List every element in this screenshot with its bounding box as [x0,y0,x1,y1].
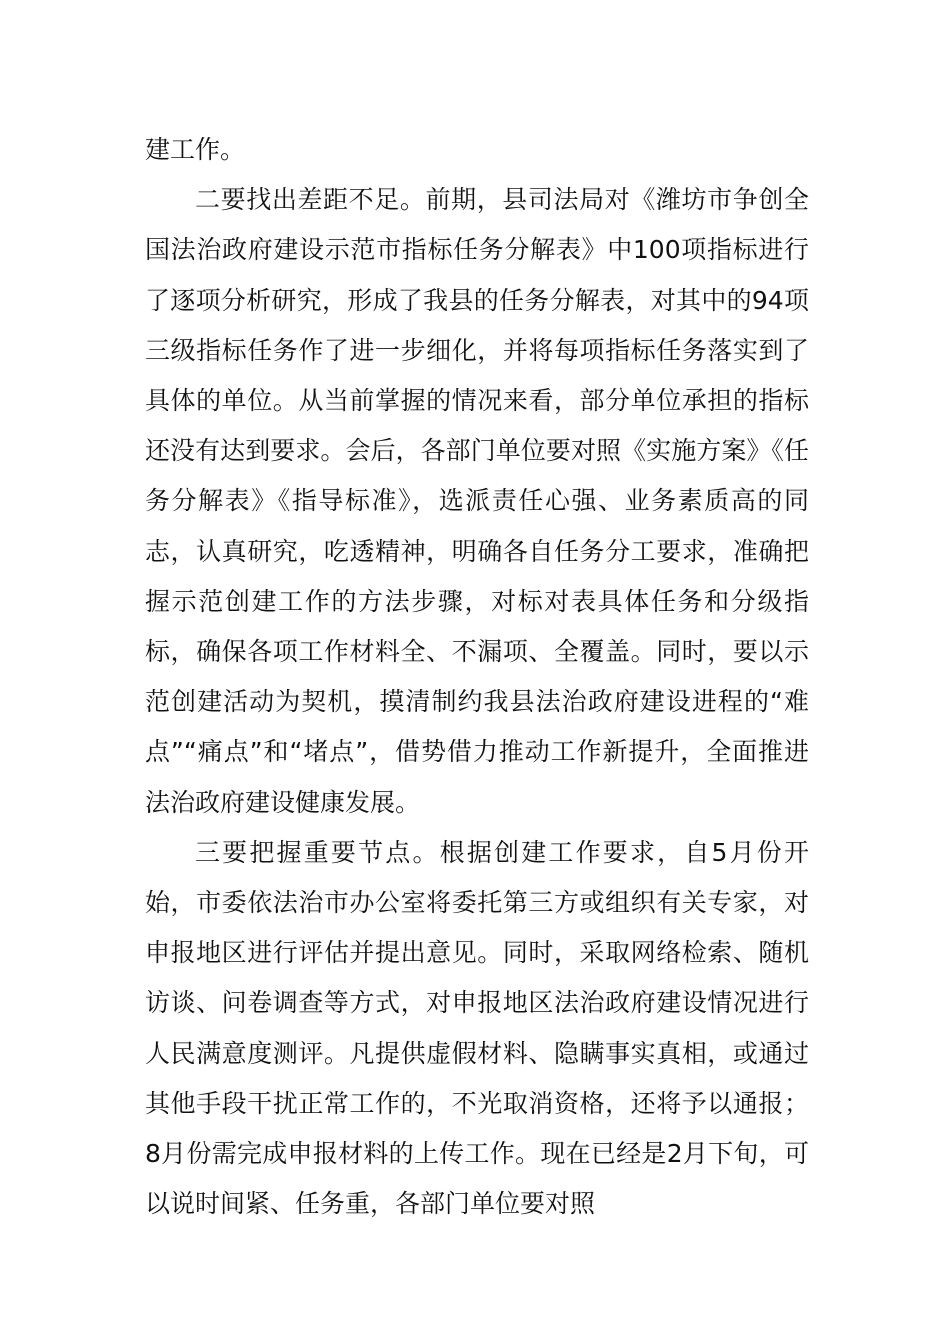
document-body [145,125,809,1229]
paragraph-3: 三要把握重要节点。根据创建工作要求，自5月份开始，市委依法治市办公室将委托第三方或组织有关专家，对申报地区进行评估并提出意见。同时，采取网络检索、随机访谈、问卷调查等方式，对申报地区法治政府建设情况进行人民满意度测评。凡提供虚假材料、隐瞒事实真相，或通过其他手段干扰正常工作的，不光取消资格，还将予以通报；8月份需完成申报材料的上传工作。现在已经是2月下旬，可以说时间紧、任务重，各部门单位要对照 [145,837,809,1219]
paragraph-2: 二要找出差距不足。前期，县司法局对《潍坊市争创全国法治政府建设示范市指标任务分解表》中100项指标进行了逐项分析研究，形成了我县的任务分解表，对其中的94项三级指标任务作了进一步细化，并将每项指标任务落实到了具体的单位。从当前掌握的情况来看，部分单位承担的指标还没有达到要求。会后，各部门单位要对照《实施方案》《任务分解表》《指导标准》，选派责任心强、业务素质高的同志，认真研究，吃透精神，明确各自任务分工要求，准确把握示范创建工作的方法步骤，对标对表具体任务和分级指标，确保各项工作材料全、不漏项、全覆盖。同时，要以示范创建活动为契机，摸清制约我县法治政府建设进程的“难点”“痛点”和“堵点”，借势借力推动工作新提升，全面推进法治政府建设健康发展。 [145,185,809,817]
paragraph-1: 建工作。 [145,135,246,164]
